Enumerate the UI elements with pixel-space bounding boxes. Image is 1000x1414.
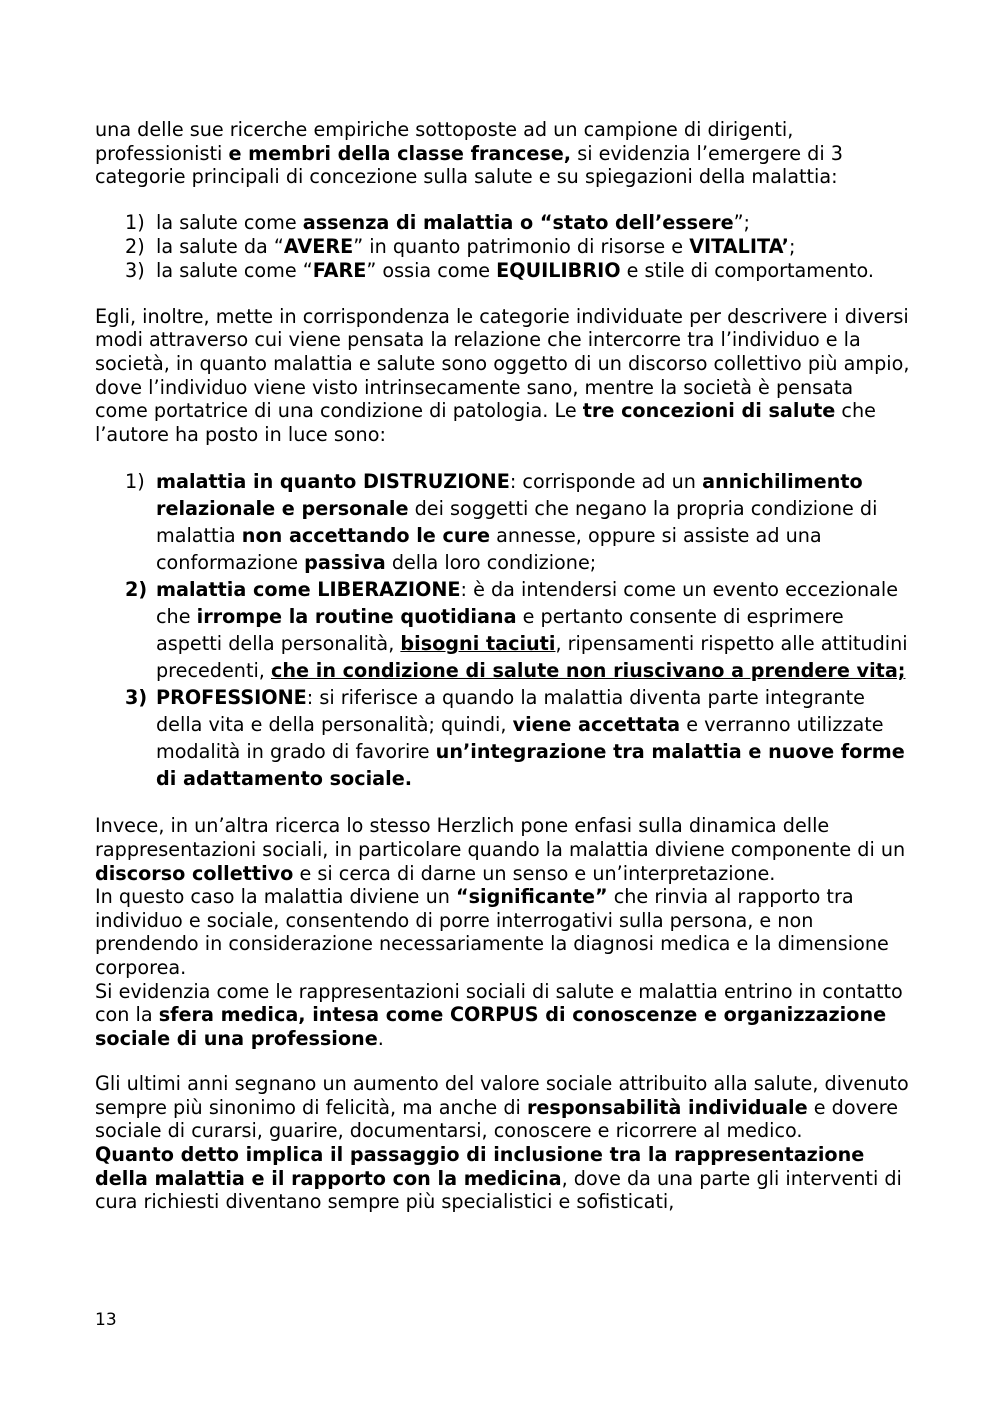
document-page	[95, 118, 910, 1214]
paragraph-recent-years	[95, 1072, 910, 1143]
text: : corrisponde ad un	[509, 470, 703, 494]
text: della loro condizione;	[385, 551, 597, 575]
paragraph-herzlich	[95, 814, 910, 885]
bold-text: PROFESSIONE	[156, 686, 307, 710]
paragraph-intro	[95, 118, 910, 189]
text: : è da intendersi come un evento eccezionale che	[156, 578, 898, 629]
text: dei soggetti che negano la propria condizione di malattia	[156, 497, 878, 548]
bold-text: annichilimento relazionale e personale	[156, 470, 863, 521]
text: ;	[788, 234, 796, 258]
text: ”;	[733, 210, 751, 234]
bold-text: irrompe la routine quotidiana	[196, 605, 517, 629]
bold-text: e membri della classe francese,	[228, 141, 572, 165]
bold-text: passiva	[304, 551, 386, 575]
list-item	[95, 259, 910, 283]
text: e dovere sociale di curarsi, guarire, documentarsi, conoscere e ricorrere al medico.	[95, 1095, 898, 1143]
text: che rinvia al rapporto tra individuo e sociale, consentendo di porre interrogativi sulla persona, e non prendendo in considerazione necessariamente la diagnosi medica e la dimensione corporea.	[95, 885, 889, 979]
text: Egli, inoltre, mette in corrispondenza le categorie individuate per descrivere i diversi modi attraverso cui viene pensata la relazione che intercorre tra l’individuo e la società, in quanto malattia e salute sono oggetto di un discorso collettivo più ampio, dove l’individuo viene visto intrinsecamente sano, mentre la società è pensata come portatrice di una condizione di patologia. Le	[95, 304, 910, 423]
bold-text: viene accettata	[512, 713, 681, 737]
underlined-bold-text: bisogni taciuti	[400, 632, 556, 656]
bold-text: “significante”	[456, 885, 608, 909]
text: Invece, in un’altra ricerca lo stesso Herzlich pone enfasi sulla dinamica delle rappresentazioni sociali, in particolare quando la malattia diviene componente di un	[95, 814, 906, 861]
text: una delle sue ricerche empiriche sottoposte ad un campione di dirigenti, professionisti	[95, 118, 794, 165]
paragraph-significante	[95, 885, 910, 979]
text: annesse, oppure si assiste ad una conformazione	[156, 524, 822, 575]
paragraph-relations	[95, 305, 910, 447]
text: la salute come “	[156, 258, 313, 282]
list-item	[95, 684, 910, 792]
text: la salute da “	[156, 234, 284, 258]
text: : si riferisce a quando la malattia diventa parte integrante della vita e della personalità; quindi,	[156, 686, 865, 737]
text: In questo caso la malattia diviene un	[95, 885, 457, 909]
list-item	[95, 576, 910, 684]
text: e si cerca di darne un senso e un’interpretazione.	[293, 861, 776, 885]
paragraph-medical-sphere	[95, 980, 910, 1051]
text: e pertanto consente di esprimere aspetti della personalità,	[156, 605, 844, 656]
bold-text: discorso collettivo	[95, 861, 294, 885]
text: la salute come	[156, 210, 303, 234]
page-number: 13	[95, 1310, 117, 1330]
illness-conceptions-list	[95, 468, 910, 792]
list-item	[95, 235, 910, 259]
underlined-bold-text: che in condizione di salute non riuscivano a prendere vita;	[271, 659, 906, 683]
list-item	[95, 211, 910, 235]
bold-text: malattia in quanto DISTRUZIONE	[156, 470, 510, 494]
text: e stile di comportamento.	[620, 258, 874, 282]
list-number: 1)	[125, 470, 145, 494]
list-number: 3)	[125, 258, 145, 282]
text: .	[377, 1026, 384, 1050]
text: , dove da una parte gli interventi di cura richiesti diventano sempre più specialistici e sofisticati,	[95, 1166, 902, 1214]
bold-text: tre concezioni di salute	[582, 399, 836, 423]
paragraph-inclusion	[95, 1143, 910, 1214]
text: ” ossia come	[366, 258, 497, 282]
text: ” in quanto patrimonio di risorse e	[353, 234, 690, 258]
list-item	[95, 468, 910, 576]
bold-text: EQUILIBRIO	[496, 258, 621, 282]
bold-text: FARE	[312, 258, 367, 282]
bold-text: AVERE	[283, 234, 354, 258]
bold-text: un’integrazione tra malattia e nuove forme di adattamento sociale.	[156, 740, 905, 791]
list-number: 3)	[125, 686, 148, 710]
list-number: 2)	[125, 578, 148, 602]
bold-text: malattia come LIBERAZIONE	[156, 578, 461, 602]
bold-text: assenza di malattia o “stato dell’essere	[302, 210, 734, 234]
bold-text: VITALITA’	[689, 234, 789, 258]
text: Gli ultimi anni segnano un aumento del valore sociale attribuito alla salute, divenuto sempre più sinonimo di felicità, ma anche di	[95, 1072, 909, 1119]
bold-text: Quanto detto implica il passaggio di inclusione tra la rappresentazione della malattia e il rapporto con la medicina	[95, 1143, 865, 1190]
text: e verranno utilizzate modalità in grado di favorire	[156, 713, 884, 764]
text: che l’autore ha posto in luce sono:	[95, 399, 876, 446]
bold-text: responsabilità individuale	[526, 1095, 808, 1119]
bold-text: non accettando le cure	[241, 524, 491, 548]
bold-text: sfera medica, intesa come CORPUS di conoscenze e organizzazione sociale di una professione	[95, 1003, 887, 1050]
text: , ripensamenti rispetto alle attitudini precedenti,	[156, 632, 908, 683]
list-number: 1)	[125, 210, 145, 234]
text: Si evidenzia come le rappresentazioni sociali di salute e malattia entrino in contatto con la	[95, 979, 903, 1027]
text: si evidenzia l’emergere di 3 categorie principali di concezione sulla salute e su spiegazioni della malattia:	[95, 141, 843, 189]
health-categories-list	[95, 211, 910, 283]
list-number: 2)	[125, 234, 145, 258]
